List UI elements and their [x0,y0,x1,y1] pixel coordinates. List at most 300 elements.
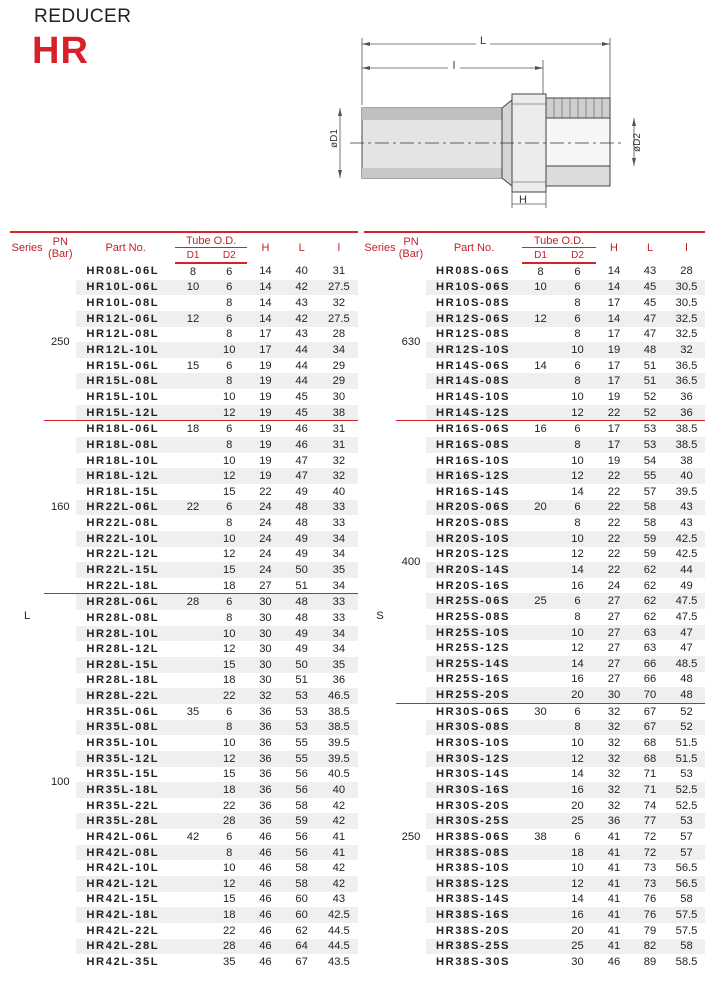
L-cell: 44 [284,342,320,358]
d2-cell: 12 [571,642,584,655]
col-part-no: Part No. [76,232,175,263]
table-row [364,263,705,280]
d2-cell: 8 [211,373,247,389]
L-cell: 58 [295,862,308,875]
d1-cell [175,327,211,343]
d2-cell: 18 [559,845,596,861]
h-cell: 46 [247,876,283,892]
L-cell: 50 [284,562,320,578]
L-cell: 47 [632,311,668,327]
l-cell: 30.5 [668,280,705,296]
part-no-cell: HR22L-12L [86,548,160,561]
h-cell: 17 [596,421,632,437]
l-cell: 40 [332,485,346,498]
L-cell: 43 [295,297,308,310]
d2-cell: 6 [226,359,233,372]
l-cell: 29 [332,359,346,372]
d2-cell: 10 [211,626,247,642]
L-cell: 43 [295,328,308,341]
d1-cell: 10 [522,280,559,296]
d1-cell [522,954,559,970]
l-cell: 38.5 [668,437,705,453]
part-no-cell: HR28L-15L [76,657,175,673]
h-cell: 14 [596,280,632,296]
d1-cell [175,767,211,783]
l-cell: 47 [680,642,693,655]
d2-cell: 6 [226,705,233,718]
d1-cell [522,295,559,311]
d2-cell: 22 [223,799,236,812]
d1-cell: 30 [522,703,559,719]
L-cell: 40 [295,265,308,278]
d2-cell: 8 [211,720,247,736]
d2-cell: 8 [226,517,233,530]
l-cell: 43 [680,517,693,530]
d2-cell: 10 [571,737,584,750]
L-cell: 49 [284,626,320,642]
L-cell: 48 [295,611,308,624]
l-cell: 42 [332,799,346,812]
d1-cell [522,640,559,656]
part-no-cell: HR12L-10L [76,342,175,358]
d1-cell: 12 [522,311,559,327]
d2-cell: 12 [211,405,247,421]
d1-cell [522,609,559,625]
d1-cell [522,798,559,814]
l-cell: 31 [332,265,346,278]
h-cell: 46 [259,956,272,968]
part-no-cell: HR28L-08L [86,611,160,624]
h-cell: 22 [259,485,272,498]
h-cell: 14 [259,297,272,310]
d1-cell [522,751,559,767]
part-no-cell: HR42L-12L [76,876,175,892]
part-no-cell: HR12L-06L [76,311,175,327]
part-no-cell: HR42L-10L [86,862,160,875]
L-cell: 74 [643,799,657,812]
part-no-cell: HR35L-12L [76,751,175,767]
d2-cell: 14 [571,485,584,498]
part-no-cell: HR10S-06S [426,280,522,296]
l-cell: 47.5 [668,593,705,609]
part-no-cell: HR16S-14S [436,485,511,498]
l-cell: 33 [332,611,346,624]
d1-cell [522,578,559,594]
l-cell: 46.5 [320,688,358,704]
L-cell: 57 [643,485,657,498]
l-cell: 32 [668,342,705,358]
d1-cell [175,484,211,500]
h-cell: 27 [607,673,621,686]
d1-cell [522,656,559,672]
h-cell: 30 [259,643,272,656]
l-cell: 38 [320,405,358,421]
l-cell: 43 [332,893,346,906]
h-cell: 17 [247,342,283,358]
d2-cell: 14 [571,893,584,906]
L-cell: 62 [632,562,668,578]
l-cell: 33 [320,594,358,610]
l-cell: 39.5 [320,751,358,767]
technical-drawing [300,20,650,215]
d1-cell [522,845,559,861]
d2-cell: 6 [226,265,233,278]
l-cell: 57.5 [668,907,705,923]
l-cell: 47.5 [675,610,698,623]
col-l: l [668,232,705,263]
spec-table-S-series [364,231,705,970]
L-cell: 53 [284,720,320,736]
part-no-cell: HR38S-08S [426,845,522,861]
h-cell: 46 [259,893,272,906]
part-no-cell: HR15L-06L [86,359,160,372]
part-no-cell: HR35L-10L [86,737,160,750]
l-cell: 36 [332,674,346,687]
d2-cell: 6 [211,280,247,296]
d2-cell: 20 [571,799,584,812]
part-no-cell: HR30S-14S [436,768,511,781]
l-cell: 34 [332,643,346,656]
pn-cell: 100 [44,594,76,970]
l-cell: 32.5 [675,328,698,341]
l-cell: 35 [320,562,358,578]
d2-cell: 10 [223,737,236,750]
d2-cell: 6 [574,830,581,843]
l-cell: 58.5 [675,956,698,968]
L-cell: 68 [643,737,657,750]
part-no-cell: HR20S-14S [426,562,522,578]
d1-cell: 20 [522,500,559,516]
d2-cell: 6 [211,421,247,437]
h-cell: 32 [607,737,621,750]
h-cell: 30 [259,611,272,624]
l-cell: 28 [332,328,346,341]
part-no-cell: HR16S-08S [426,437,522,453]
part-no-cell: HR42L-35L [86,956,160,968]
d2-cell: 16 [559,907,596,923]
d1-cell [175,673,211,689]
d2-cell: 6 [559,311,596,327]
L-cell: 51 [295,579,308,592]
d2-cell: 12 [211,751,247,767]
l-cell: 34 [332,548,346,561]
d2-cell: 10 [571,454,584,467]
d2-cell: 10 [223,454,236,467]
h-cell: 32 [596,720,632,736]
L-cell: 77 [632,813,668,829]
l-cell: 36.5 [668,373,705,389]
h-cell: 14 [259,265,272,278]
h-cell: 27 [596,593,632,609]
part-no-cell: HR38S-06S [436,830,511,843]
L-cell: 53 [284,688,320,704]
part-no-cell: HR42L-15L [86,893,160,906]
L-cell: 55 [284,751,320,767]
h-cell: 22 [596,405,632,421]
h-cell: 41 [596,845,632,861]
part-no-cell: HR15L-10L [86,390,160,403]
d1-cell [175,641,211,657]
d2-cell: 6 [211,500,247,516]
L-cell: 49 [284,531,320,547]
d2-cell: 12 [559,876,596,892]
L-cell: 49 [295,548,308,561]
d2-cell: 6 [559,593,596,609]
d2-cell: 10 [571,390,584,403]
part-no-cell: HR30S-10S [436,737,511,750]
part-no-cell: HR14S-12S [426,405,522,421]
d1-cell: 18 [175,421,211,437]
l-cell: 28 [680,265,693,278]
h-cell: 19 [247,373,283,389]
L-cell: 72 [632,845,668,861]
d1-cell [175,657,211,673]
h-cell: 41 [596,907,632,923]
part-no-cell: HR22L-06L [76,500,175,516]
d2-cell: 14 [559,656,596,672]
part-no-cell: HR35L-22L [86,799,160,812]
h-cell: 19 [259,454,272,467]
l-cell: 34 [332,579,346,592]
d2-cell: 16 [559,782,596,798]
L-cell: 67 [632,720,668,736]
h-cell: 30 [247,626,283,642]
d1-cell [175,578,211,594]
d1-cell: 12 [175,311,211,327]
h-cell: 36 [259,799,272,812]
h-cell: 19 [596,342,632,358]
d1-cell: 15 [186,359,200,372]
L-cell: 44 [284,373,320,389]
d1-cell [175,373,211,389]
h-cell: 30 [596,687,632,703]
d1-cell [522,515,559,531]
l-cell: 48.5 [668,656,705,672]
d2-cell: 8 [574,517,581,530]
table-row [10,421,358,437]
L-cell: 55 [295,737,308,750]
part-no-cell: HR28L-12L [86,643,160,656]
L-cell: 47 [643,328,657,341]
L-cell: 52 [632,405,668,421]
l-cell: 53 [680,768,693,781]
L-cell: 44 [295,359,308,372]
l-cell: 52 [668,703,705,719]
d2-cell: 8 [226,611,233,624]
page-subtitle: REDUCER [34,6,132,27]
d2-cell: 8 [559,373,596,389]
L-cell: 66 [643,673,657,686]
h-cell: 36 [259,705,272,718]
h-cell: 14 [607,265,621,278]
d2-cell: 6 [211,594,247,610]
part-no-cell: HR42L-18L [76,907,175,923]
l-cell: 36 [668,405,705,421]
L-cell: 58 [643,517,657,530]
L-cell: 58 [284,876,320,892]
h-cell: 19 [247,421,283,437]
h-cell: 24 [247,562,283,578]
L-cell: 60 [284,907,320,923]
part-no-cell: HR10L-06L [76,280,175,296]
h-cell: 27 [259,579,272,592]
col-h: H [596,232,632,263]
L-cell: 58 [295,799,308,812]
d2-cell: 15 [223,768,236,781]
L-cell: 49 [295,485,308,498]
L-cell: 47 [295,454,308,467]
L-cell: 56 [284,845,320,861]
l-cell: 27.5 [320,311,358,327]
d1-cell: 10 [175,280,211,296]
L-cell: 68 [632,751,668,767]
l-cell: 40 [668,468,705,484]
d1-cell [522,939,559,955]
d1-cell [175,751,211,767]
d1-cell [175,342,211,358]
part-no-cell: HR08L-06L [86,265,160,278]
h-cell: 32 [607,799,621,812]
h-cell: 22 [607,548,621,561]
L-cell: 52 [643,390,657,403]
l-cell: 42 [320,813,358,829]
L-cell: 46 [284,421,320,437]
d1-cell [522,876,559,892]
l-cell: 58 [668,939,705,955]
l-cell: 38.5 [668,421,705,437]
table-row [10,594,358,610]
h-cell: 41 [596,876,632,892]
L-cell: 64 [284,939,320,955]
part-no-cell: HR22L-10L [76,531,175,547]
d2-cell: 22 [223,924,236,937]
h-cell: 22 [607,485,621,498]
part-no-cell: HR14S-06S [436,359,511,372]
l-cell: 47 [668,625,705,641]
d2-cell: 8 [559,437,596,453]
d1-cell [522,389,559,405]
d2-cell: 14 [559,562,596,578]
d1-cell [175,876,211,892]
d1-cell [175,437,211,453]
d1-cell [175,688,211,704]
L-cell: 73 [632,876,668,892]
part-no-cell: HR28L-22L [76,688,175,704]
d2-cell: 10 [223,390,236,403]
d2-cell: 10 [223,862,236,875]
h-cell: 46 [247,845,283,861]
l-cell: 30 [332,390,346,403]
l-cell: 56.5 [675,862,698,875]
l-cell: 49 [680,579,693,592]
d2-cell: 6 [574,265,581,278]
product-code-title: HR [32,30,89,72]
h-cell: 24 [247,500,283,516]
l-cell: 48 [680,673,693,686]
l-cell: 53 [668,813,705,829]
d1-cell: 8 [189,265,197,278]
L-cell: 53 [632,421,668,437]
d2-cell: 10 [559,531,596,547]
d2-cell: 14 [571,768,584,781]
d1-cell: 38 [534,830,547,843]
d2-cell: 20 [559,687,596,703]
col-h: H [247,232,283,263]
d2-cell: 8 [574,297,581,310]
l-cell: 34 [320,531,358,547]
d1-cell: 14 [534,359,547,372]
d1-cell [522,672,559,688]
d2-cell: 30 [571,956,584,968]
l-cell: 32 [320,468,358,484]
h-cell: 41 [607,893,621,906]
d2-cell: 25 [559,939,596,955]
d2-cell: 6 [574,359,581,372]
d2-cell: 6 [559,500,596,516]
d1-cell [175,720,211,736]
col-pn: PN (Bar) [44,232,76,263]
h-cell: 19 [247,405,283,421]
l-cell: 27.5 [320,280,358,296]
L-cell: 59 [643,548,657,561]
l-cell: 42.5 [675,548,698,561]
part-no-cell: HR25S-16S [436,673,511,686]
L-cell: 54 [643,454,657,467]
l-cell: 31 [320,437,358,453]
h-cell: 32 [247,688,283,704]
part-no-cell: HR38S-30S [436,956,511,968]
l-cell: 43.5 [327,956,350,968]
L-cell: 59 [284,813,320,829]
part-no-cell: HR30S-08S [426,720,522,736]
d1-cell [522,373,559,389]
d2-cell: 28 [211,813,247,829]
L-cell: 72 [643,830,657,843]
h-cell: 46 [247,907,283,923]
d1-cell [522,342,559,358]
part-no-cell: HR18L-08L [76,437,175,453]
h-cell: 22 [596,562,632,578]
h-cell: 22 [607,517,621,530]
d1-cell [522,468,559,484]
d1-cell: 42 [186,830,200,843]
d2-cell: 16 [571,673,584,686]
part-no-cell: HR30S-20S [436,799,511,812]
d1-cell [175,954,211,970]
d2-cell: 12 [559,751,596,767]
l-cell: 32 [332,297,346,310]
l-cell: 57 [680,830,693,843]
L-cell: 66 [632,656,668,672]
h-cell: 41 [607,862,621,875]
L-cell: 63 [643,642,657,655]
L-cell: 70 [632,687,668,703]
part-no-cell: HR18L-12L [76,468,175,484]
pn-cell: 250 [50,335,70,348]
L-cell: 51 [632,373,668,389]
d1-cell: 28 [175,594,211,610]
part-no-cell: HR18L-15L [86,485,160,498]
h-cell: 19 [259,390,272,403]
part-no-cell: HR15L-08L [76,373,175,389]
l-cell: 42.5 [668,531,705,547]
L-cell: 56 [284,782,320,798]
L-cell: 76 [632,907,668,923]
part-no-cell: HR25S-12S [436,642,511,655]
d1-cell [175,626,211,642]
L-cell: 49 [295,643,308,656]
d2-cell: 15 [211,562,247,578]
